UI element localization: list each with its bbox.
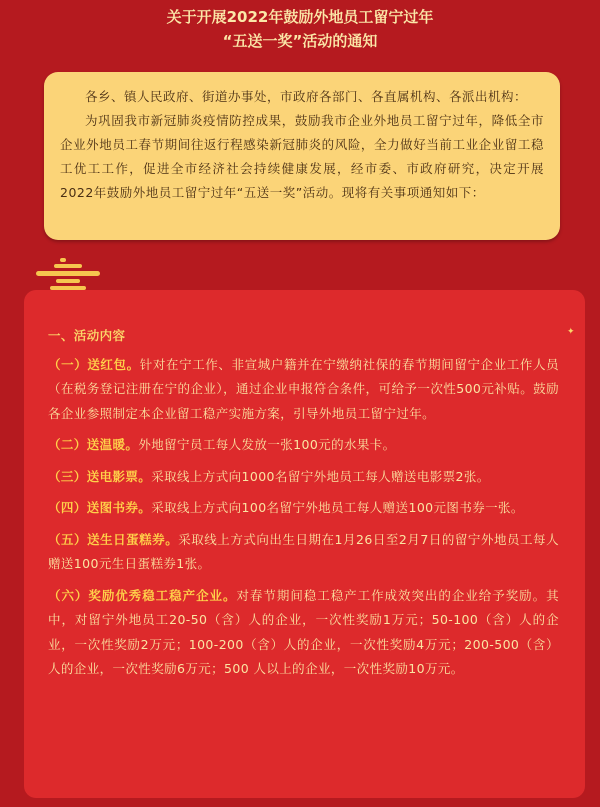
item-text: 对春节期间稳工稳产工作成效突出的企业给予奖励。其中，对留宁外地员工20-50（含）人的企业，一次性奖励1万元；50-100（含）人的企业，一次性奖励2万元；100-200（含）人的企业，一次性奖励4万元；200-500（含）人的企业，一次性奖励6万元；500 人以上的企业，一次性奖励10万元。 bbox=[48, 587, 559, 676]
item-label: （五）送生日蛋糕券。 bbox=[48, 531, 179, 547]
title-line-2: “五送一奖”活动的通知 bbox=[222, 32, 378, 50]
item-label: （四）送图书券。 bbox=[48, 500, 152, 515]
decorative-ornament-icon bbox=[36, 252, 100, 292]
section-heading: 一、活动内容 bbox=[48, 328, 126, 343]
activity-item-warmth bbox=[48, 433, 559, 458]
activity-content-box bbox=[24, 290, 585, 798]
item-text: 采取线上方式向出生日期在1月26日至2月7日的留宁外地员工每人赠送100元生日蛋糕券1张。 bbox=[48, 531, 559, 571]
intro-greeting: 各乡、镇人民政府、街道办事处，市政府各部门、各直属机构、各派出机构： bbox=[85, 89, 528, 104]
notice-title bbox=[0, 5, 600, 53]
activity-item-birthday-cake bbox=[48, 528, 559, 577]
item-text: 采取线上方式向1000名留宁外地员工每人赠送电影票2张。 bbox=[151, 468, 490, 484]
activity-item-enterprise-reward bbox=[48, 584, 559, 682]
activity-item-book-vouchers bbox=[48, 496, 559, 521]
sparkle-icon: ✦ bbox=[567, 327, 575, 337]
activity-item-movie-tickets bbox=[48, 465, 559, 490]
item-text: 针对在宁工作、非宣城户籍并在宁缴纳社保的春节期间留宁企业工作人员（在税务登记注册在宁的企业），通过企业申报符合条件，可给予一次性500元补贴。鼓励各企业参照制定本企业留工稳产实施方案，引导外地员工留宁过年。 bbox=[48, 356, 559, 421]
title-line-1: 关于开展2022年鼓励外地员工留宁过年 bbox=[166, 8, 434, 26]
item-label: （六）奖励优秀稳工稳产企业。 bbox=[48, 587, 237, 603]
item-label: （二）送温暖。 bbox=[48, 437, 139, 452]
item-label: （三）送电影票。 bbox=[48, 468, 152, 484]
item-label: （一）送红包。 bbox=[48, 356, 140, 372]
intro-body: 为巩固我市新冠肺炎疫情防控成果，鼓励我市企业外地员工留宁过年，降低全市企业外地员工春节期间往返行程感染新冠肺炎的风险，全力做好当前工业企业留工稳工优工工作，促进全市经济社会持续健康发展，经市委、市政府研究，决定开展2022年鼓励外地员工留宁过年“五送一奖”活动。现将有关事项通知如下： bbox=[60, 113, 544, 200]
item-text: 外地留宁员工每人发放一张100元的水果卡。 bbox=[138, 437, 396, 452]
activity-item-red-envelope bbox=[48, 353, 559, 427]
item-text: 采取线上方式向100名留宁外地员工每人赠送100元图书券一张。 bbox=[151, 500, 524, 515]
intro-box bbox=[44, 72, 560, 240]
